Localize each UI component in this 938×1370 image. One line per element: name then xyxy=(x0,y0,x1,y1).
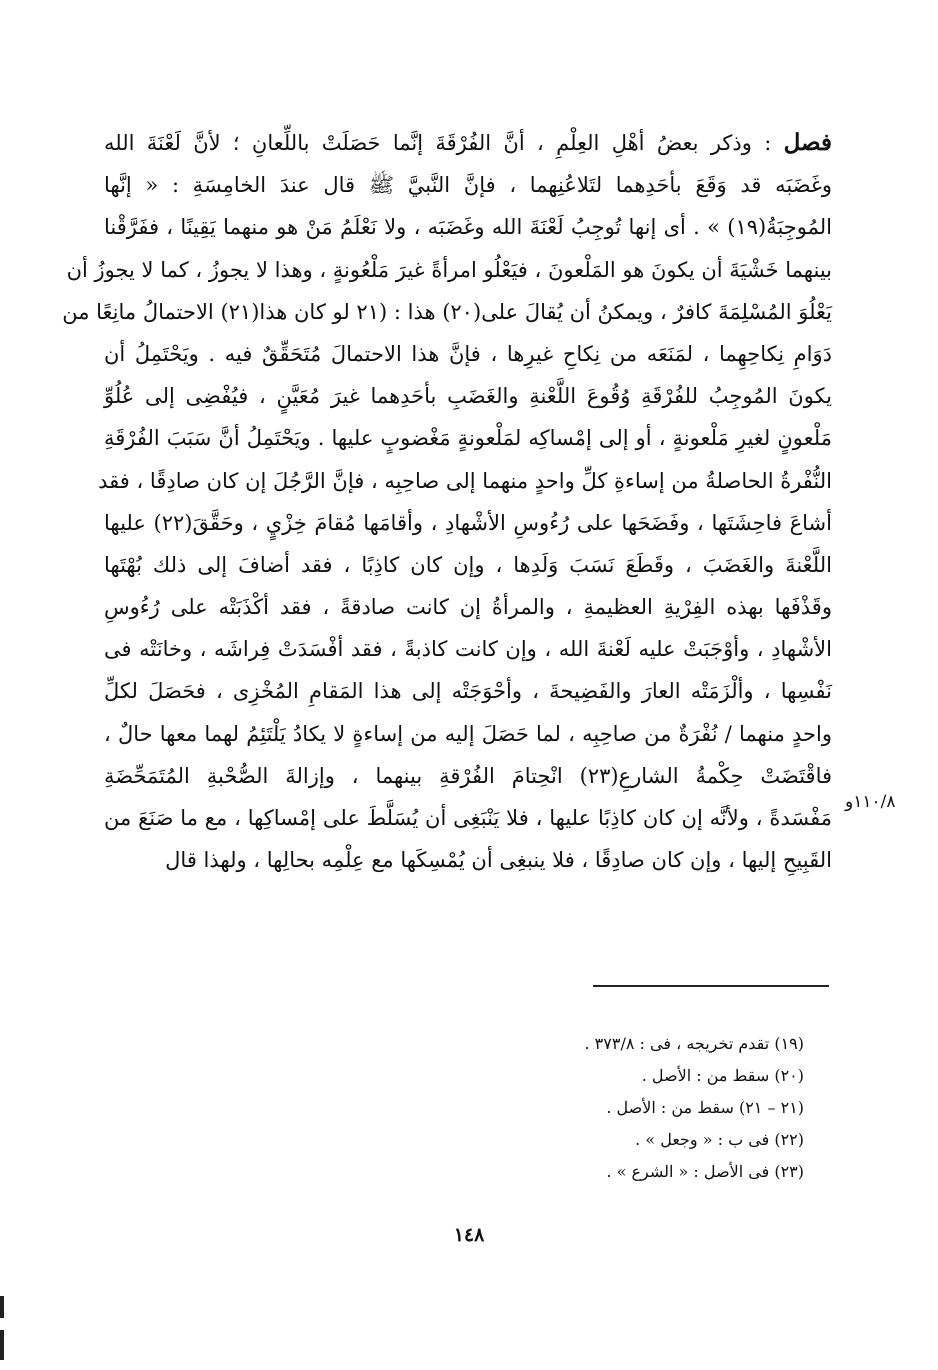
scan-edge-mark xyxy=(0,1296,4,1318)
text-line-1 xyxy=(104,122,832,164)
text-line-16: فاقْتَضَتْ حِكْمةُ الشارعِ(٢٣) انْحِتامَ الفُرْقةِ بينهما ، وإزالةَ الصُّحْبةِ المُتَمَحِّضَةِ xyxy=(104,763,833,788)
footnote-20: (٢٠) سقط من : الأصل . xyxy=(641,1066,804,1085)
text-line-5: يَعْلُوَ المُسْلِمَةَ كافرٌ ، ويمكنُ أن يُقالَ على(٢٠) هذا : (٢١ لو كان هذا(٢١) الاحتمالُ مانِعًا من xyxy=(62,299,832,324)
text-line-2: وغَضَبَه قد وَقَعَ بأحَدِهما لتَلاعُنِهما ، فإنَّ النَّبيَّ ﷺ قال عندَ الخامِسَةِ : « إنَّها xyxy=(104,173,832,198)
text-line-6: دَوَامِ نِكاحِهِما ، لمَنَعَه من نِكاحِ غيرِها ، فإنَّ هذا الاحتمالَ مُتَحَقِّقٌ فيه . ويَحْتَمِلُ أن xyxy=(104,341,832,366)
footnote-23: (٢٣) فى الأصل : « الشرع » . xyxy=(606,1162,804,1181)
text-line-15: واحدٍ منهما / نُفْرَةٌ من صاحِبِه ، لما حَصَلَ إليه من إساءةٍ لا يكادُ يَلْتَئِمُ لهما معها حالٌ ، xyxy=(104,721,832,746)
footnote-19: (١٩) تقدم تخريجه ، فى : ٣٧٣/٨ . xyxy=(584,1034,804,1053)
margin-folio-reference: ١١٠/٨و xyxy=(845,792,896,812)
text-line-14: نَفْسِها ، وألْزَمَتْه العارَ والفَضِيحةَ ، وأحْوَجَتْه إلى هذا المَقامِ المُخْزِى ، فحَصَلَ لكلِّ xyxy=(104,679,832,704)
section-heading-fasl: فصل xyxy=(783,129,832,156)
text-line-1-body: : وذكر بعضُ أهْلِ العِلْمِ ، أنَّ الفُرْقَةَ إنَّما حَصَلَتْ باللِّعانِ ؛ لأنَّ لَعْنَةَ الله xyxy=(104,131,784,155)
page-number: ١٤٨ xyxy=(453,1224,485,1246)
main-text-block xyxy=(62,122,833,881)
text-line-12: وقَذْفَها بهذه الفِرْيةِ العظيمةِ ، والمرأةُ إن كانت صادقةً ، فقد أكْذَبَتْه على رُءُوسِ xyxy=(104,595,832,620)
text-line-18: القَبِيحِ إليها ، وإن كان صادِقًا ، فلا ينبغِى أن يُمْسِكَها مع عِلْمِه بحالِها ، ولهذا قال xyxy=(165,848,832,873)
text-line-4: بينهما خَشْيَةَ أن يكونَ هو المَلْعونَ ، فيَعْلُو امرأةً غيرَ مَلْعُونةٍ ، وهذا لا يجوزُ ، كما لا يجوزُ أن xyxy=(66,257,832,282)
footnotes-block xyxy=(304,1028,804,1188)
footnote-22: (٢٢) فى ب : « وجعل » . xyxy=(635,1130,804,1149)
text-line-3: المُوجِبَةُ(١٩) » . أى إنها تُوجِبُ لَعْنَةَ الله وغَضَبَه ، ولا نَعْلَمُ مَنْ هو منهما يَقِينًا ، ففَرَّقْنا xyxy=(104,215,832,240)
footnote-divider xyxy=(593,985,829,987)
scan-edge-mark xyxy=(0,1330,4,1360)
text-line-11: اللَّعْنةَ والغَضَبَ ، وقَطَعَ نَسَبَ وَلَدِها ، وإن كان كاذِبًا ، فقد أضافَ إلى ذلك بُهْتَها xyxy=(104,552,832,577)
text-line-9: النُّفْرةُ الحاصلةُ من إساءةِ كلِّ واحدٍ منهما إلى صاحِبِه ، فإنَّ الرَّجُلَ إن كان صادِقًا ، فقد xyxy=(98,468,832,493)
text-line-8: مَلْعونٍ لغيرِ مَلْعونةٍ ، أو إلى إمْساكِه لمَلْعونةٍ مَغْضوبٍ عليها . ويَحْتَمِلُ أنَّ سَبَبَ الفُرْقَةِ xyxy=(104,426,832,451)
text-line-17: مَفْسَدةً ، ولأنَّه إن كان كاذِبًا عليها ، فلا يَنْبَغِى أن يُسَلَّطَ على إمْساكِها ، مع ما صَنَعَ من xyxy=(104,806,832,830)
footnote-21: (٢١ – ٢١) سقط من : الأصل . xyxy=(606,1098,804,1117)
text-line-7: يكونَ المُوجِبُ للفُرْقَةِ وُقُوعَ اللَّعْنةِ والغَضَبِ بأحَدِهما غيرَ مُعَيَّنٍ ، فيُفْضِى إلى عُلُوِّ xyxy=(104,384,832,409)
text-line-10: أشاعَ فاحِشَتَها ، وفَضَحَها على رُءُوسِ الأشْهادِ ، وأقامَها مُقامَ خِزْيٍ ، وحَقَّقَ(٢٢) عليها xyxy=(104,510,832,535)
text-line-13: الأشْهادِ ، وأوْجَبَتْ عليه لَعْنةَ الله ، وإن كانت كاذبةً ، فقد أفْسَدَتْ فِراشَه ، وخانَتْه فى xyxy=(104,637,832,662)
